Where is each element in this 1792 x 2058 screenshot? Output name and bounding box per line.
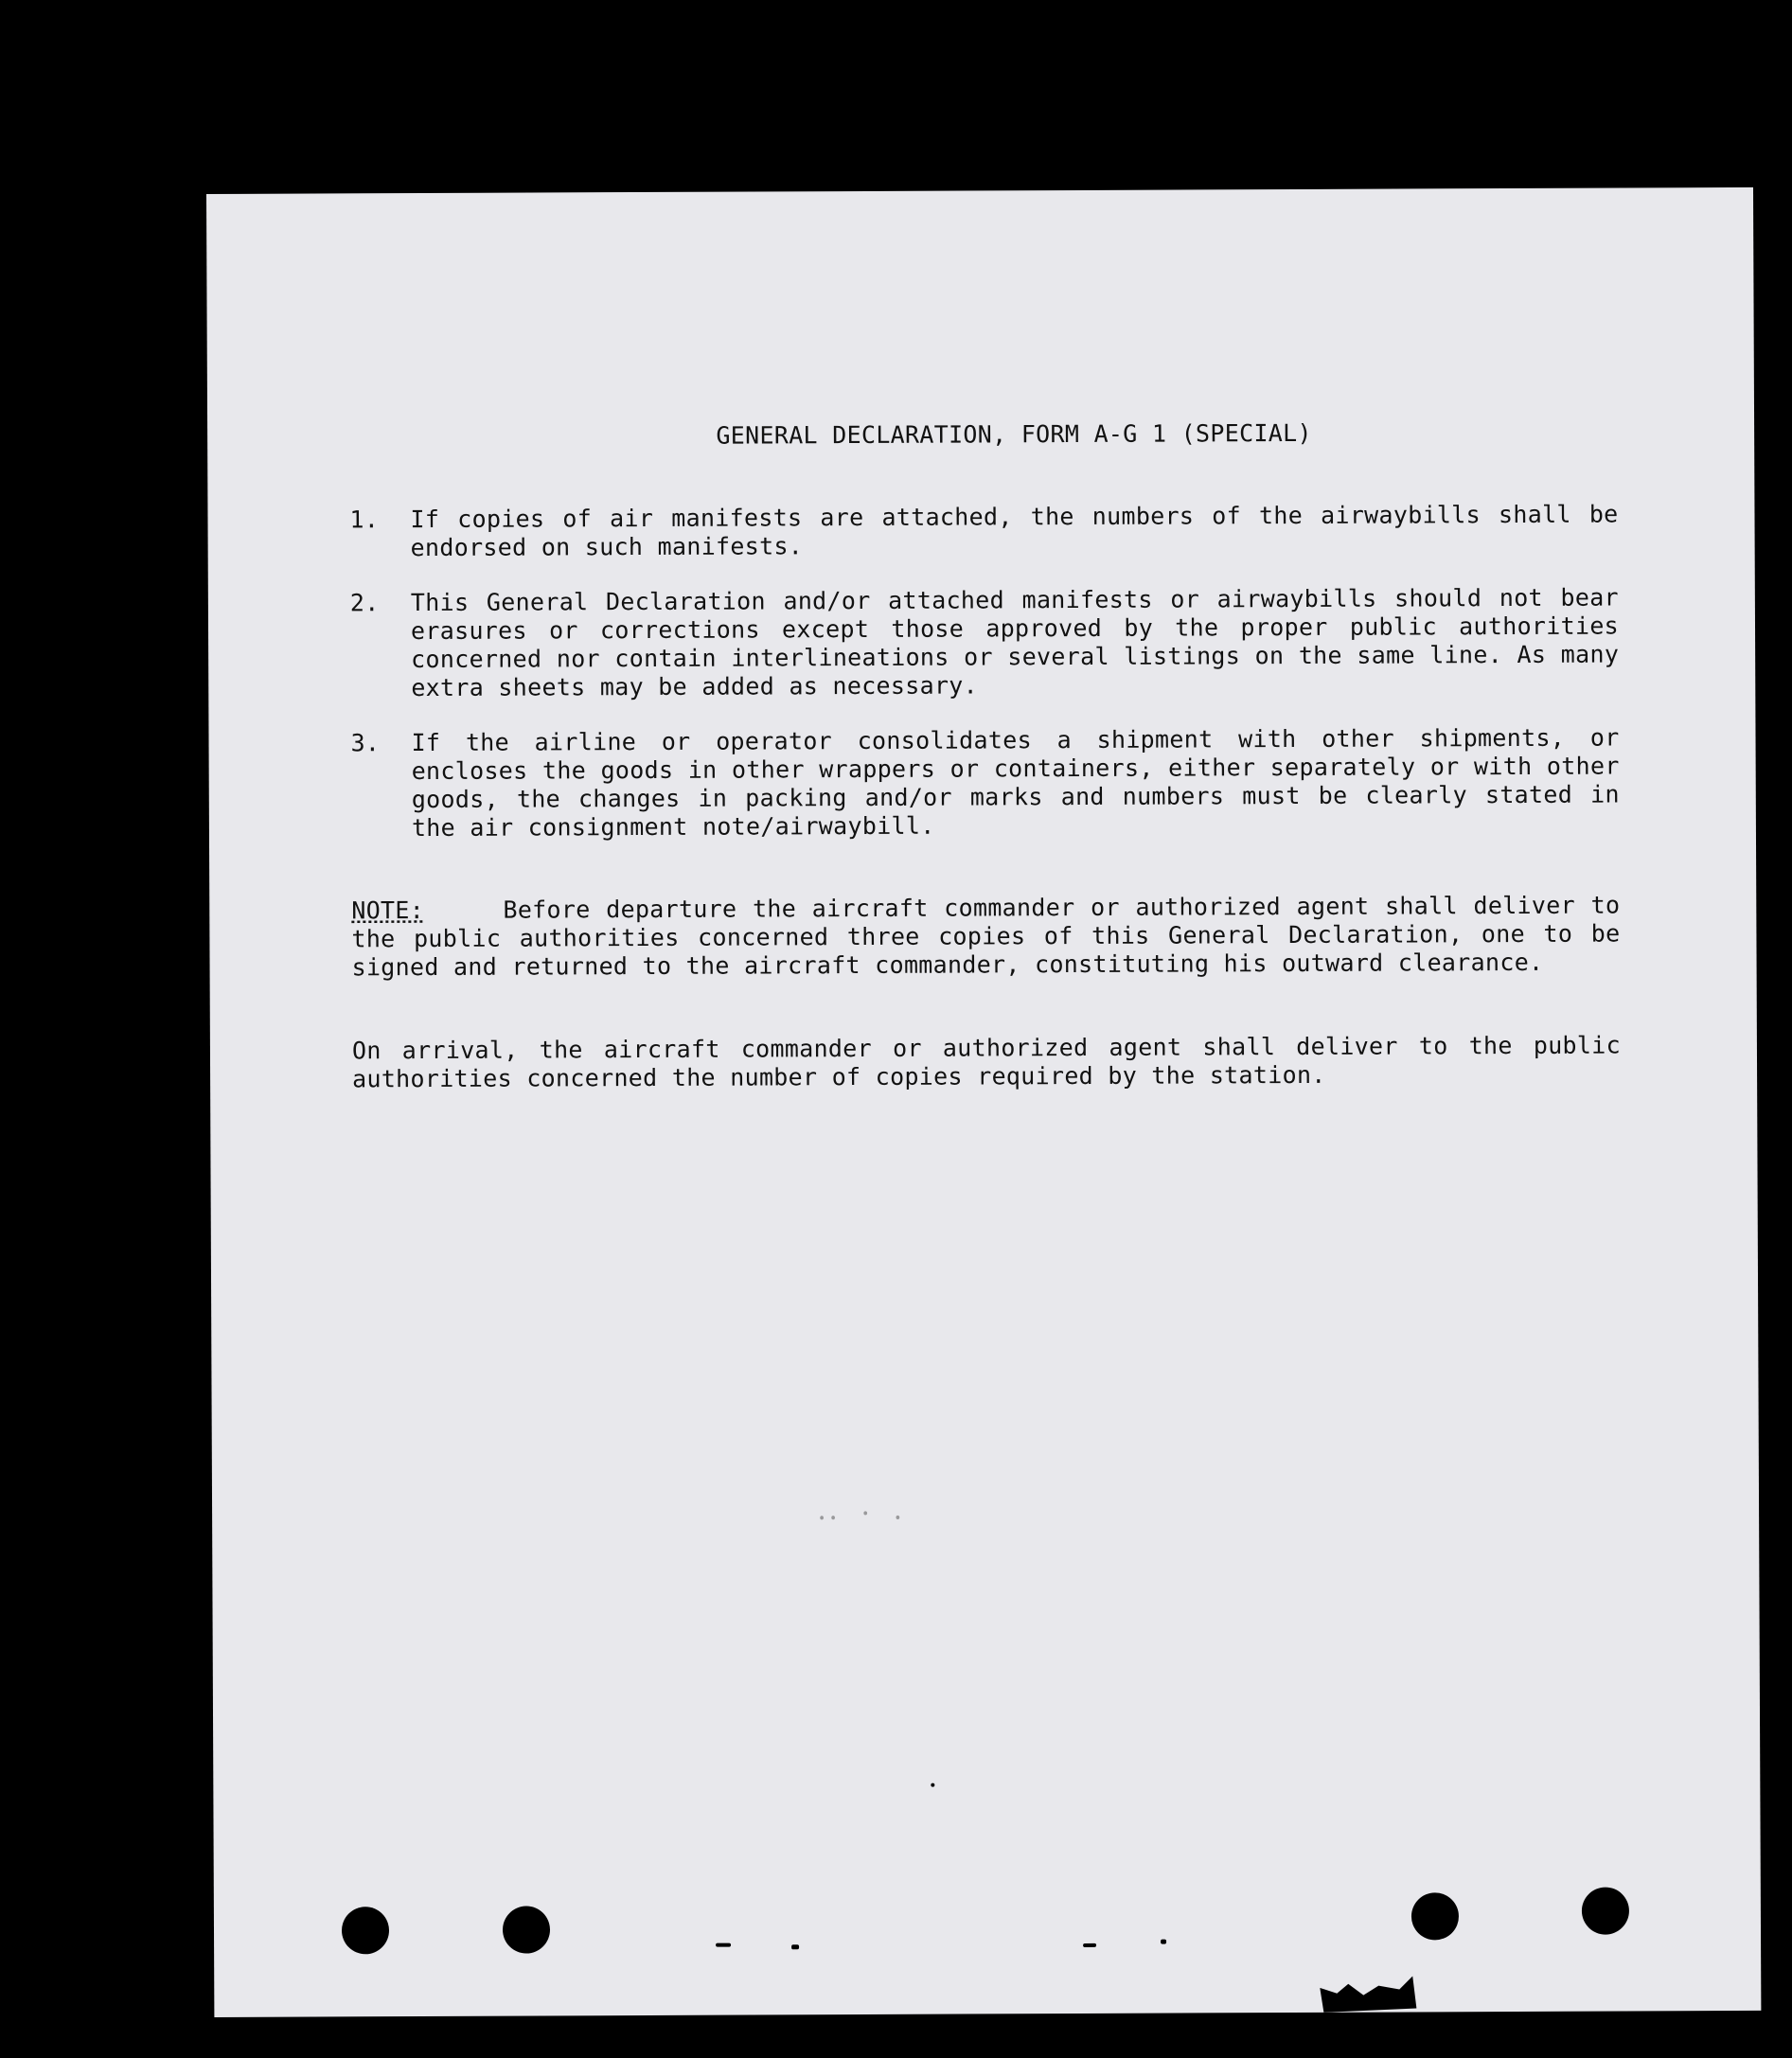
item-number: 1. (349, 506, 380, 534)
ink-speck (1083, 1943, 1096, 1947)
arrival-paragraph: On arrival, the aircraft commander or authorized agent shall deliver to the public authorities concerned the number of copies required by the station. (351, 1031, 1622, 1093)
note-paragraph (351, 891, 1620, 982)
note-text: Before departure the aircraft commander or authorized agent shall deliver to the public authorities concerned three copies of this General Declaration, one to be signed and returned to the aircraft commander, constituting his outward clearance. (351, 891, 1621, 982)
ink-speck (931, 1783, 934, 1787)
punch-hole (503, 1906, 550, 1953)
paper-tear-mark (1320, 1970, 1424, 2012)
note-label: NOTE: (351, 896, 425, 925)
punch-hole (1582, 1887, 1629, 1934)
ink-speck (716, 1943, 731, 1947)
faded-stamp-mark: ⸳⸳ ⸱ ⸳ (818, 1497, 906, 1532)
item-text: If the airline or operator consolidates a shipment with other shipments, or encloses the goods in other wrappers or containers, either separately or with other goods, the changes in packing and/or marks and numbers must be clearly stated in the air consignment note/airwaybill. (411, 723, 1620, 843)
item-number: 2. (349, 589, 380, 617)
ink-speck (1161, 1940, 1166, 1944)
punch-hole (342, 1907, 389, 1954)
list-item-3 (350, 723, 1620, 843)
item-number: 3. (350, 729, 381, 757)
document-page (206, 187, 1761, 2017)
ink-speck (791, 1944, 799, 1949)
item-text: If copies of air manifests are attached, the numbers of the airwaybills shall be endorsed on such manifests. (410, 500, 1619, 562)
punch-hole (1411, 1892, 1459, 1940)
item-text: This General Declaration and/or attached manifests or airwaybills should not bear erasures or corrections except those approved by the proper public authorities concerned nor contain interlineations or several listings on the same line. As many extra sheets may be added as necessary. (410, 583, 1620, 702)
list-item-2 (350, 583, 1620, 702)
list-item-1 (349, 500, 1618, 562)
document-title: GENERAL DECLARATION, FORM A-G 1 (SPECIAL) (716, 418, 1312, 450)
